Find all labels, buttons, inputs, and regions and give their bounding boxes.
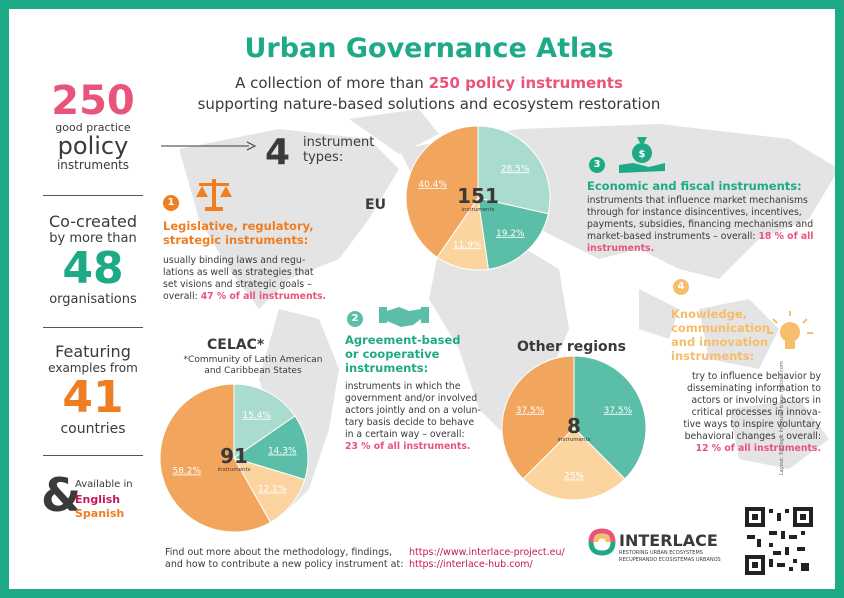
category-2-desc-line: tary basis decide to behave (345, 417, 475, 428)
category-4-title-line: and innovation (671, 335, 769, 349)
celac-footnote-line2: and Caribbean States (204, 366, 302, 376)
stat3-tail: countries (60, 421, 126, 437)
logo-tagline-es: RECUPERANDO ECOSISTEMAS URBANOS (619, 557, 721, 563)
pie-center-number: 151 (457, 184, 499, 208)
stat2-tail: organisations (49, 292, 137, 307)
pie-slice-label: 12.1% (257, 484, 287, 495)
category-badge-3: 3 (589, 157, 605, 173)
stat-big-label: policy (57, 132, 129, 160)
footer-text (165, 547, 403, 571)
pie-center-number: 91 (220, 444, 248, 468)
category-2-title (345, 333, 485, 375)
eu-region-title: EU (365, 197, 386, 213)
celac-footnote (163, 355, 343, 377)
category-1-title-line2: strategic instruments: (163, 233, 309, 247)
category-3-desc-line: payments, subsidies, financing mechanisms and (587, 219, 814, 230)
category-1-desc-line: set visions and strategic goals – (163, 279, 312, 290)
footer-text-line2: and how to contribute a new policy instrument at: (165, 559, 404, 570)
handshake-icon (379, 301, 429, 331)
stat2-line1: Co-created (49, 212, 137, 231)
sidebar-stat-countries (31, 343, 155, 437)
types-label (303, 135, 374, 165)
category-1-overall-label: overall: (163, 291, 201, 302)
pie-slice-label: 25% (563, 471, 585, 482)
category-4-title (671, 307, 771, 363)
category-2-title-line: instruments: (345, 361, 429, 375)
qr-code-icon[interactable] (745, 507, 813, 575)
category-2-title-line: Agreement-based (345, 333, 461, 347)
category-2-share: 23 % of all instruments. (345, 441, 471, 452)
stat-number-41: 41 (62, 372, 124, 423)
footer-links (409, 547, 565, 571)
category-3-desc-line (587, 243, 827, 255)
category-1-share: 47 % of all instruments. (200, 291, 327, 302)
category-badge-1: 1 (163, 195, 179, 211)
pie-center-number: 8 (567, 414, 581, 438)
stat3-line2: examples from (48, 361, 138, 375)
category-3-desc-line: instruments that influence market mechanisms (587, 195, 808, 206)
arrow-right-icon (161, 141, 257, 151)
language-availability (41, 469, 161, 529)
category-1-desc-line: usually binding laws and regu- (163, 255, 306, 266)
category-4-title-line: instruments: (671, 349, 755, 363)
category-4-desc-line: critical processes in innova- (691, 407, 821, 418)
page-subtitle (159, 73, 699, 115)
scales-icon (193, 177, 235, 213)
page-title: Urban Governance Atlas (244, 33, 614, 64)
category-2-description (345, 381, 505, 453)
interlace-project-link[interactable]: https://www.interlace-project.eu/ (409, 547, 565, 558)
interlace-logo-tagline (619, 550, 721, 564)
category-3-share: 18 % of all (758, 231, 814, 242)
celac-footnote-line1: *Community of Latin American (183, 355, 323, 365)
celac-region-title: CELAC* (207, 337, 265, 353)
money-bag-icon (617, 135, 667, 175)
category-4-desc-line: tive ways to inspire voluntary (683, 419, 821, 430)
stat-number-48: 48 (62, 243, 124, 294)
logo-tagline-en: RESTORING URBAN ECOSYSTEMS (619, 550, 703, 556)
category-2-desc-line (345, 441, 505, 453)
pie-slice-label: 15.4% (242, 410, 272, 421)
sidebar-stat-instruments (31, 78, 155, 172)
sidebar-divider (43, 455, 143, 456)
interlace-hub-link[interactable]: https://interlace-hub.com/ (409, 559, 533, 570)
category-2-title-line: or cooperative (345, 347, 440, 361)
svg-text:$: $ (638, 149, 646, 160)
category-4-share: 12 % of all instruments. (695, 443, 821, 454)
sidebar-divider (43, 195, 143, 196)
types-label-line1: instrument (303, 135, 375, 150)
category-4-description (671, 371, 821, 455)
category-3-share-tail: instruments. (587, 243, 655, 254)
pie-slice-label: 19.2% (496, 228, 525, 239)
category-4-desc-line: disseminating information to (686, 383, 821, 394)
category-2-desc-line: government and/or involved (345, 393, 478, 404)
category-3-desc-line: through for instance disincentives, incentives, (587, 207, 802, 218)
stat-small-label: good practice (55, 121, 131, 134)
stat-number-250: 250 (51, 78, 135, 124)
other-regions-pie-chart (501, 355, 647, 501)
category-badge-4: 4 (673, 279, 689, 295)
category-4-desc-line: try to influence behavior by (692, 371, 821, 382)
category-1-desc-line (163, 291, 338, 303)
pie-center-label: instruments (217, 467, 251, 473)
category-1-title-line1: Legislative, regulatory, (163, 219, 314, 233)
lang-english: English (75, 493, 121, 506)
category-2-desc-line: instruments in which the (345, 381, 461, 392)
category-4-title-line: Knowledge, (671, 307, 747, 321)
eu-pie-chart (405, 125, 551, 271)
types-label-line2: types: (303, 150, 344, 165)
category-4-title-line: communication (671, 321, 771, 335)
other-region-title: Other regions (517, 339, 626, 355)
types-number: 4 (265, 132, 291, 173)
pie-slice-label: 11.9% (452, 240, 482, 251)
category-1-desc-line: lations as well as strategies that (163, 267, 314, 278)
pie-center-label: instruments (461, 207, 495, 213)
subtitle-lead: A collection of more than (235, 74, 429, 92)
interlace-logo-icon (587, 527, 617, 557)
category-3-title: Economic and fiscal instruments: (587, 179, 802, 193)
pie-slice-label: 40.4% (418, 179, 447, 190)
category-4-desc-line: actors or involving actors in (691, 395, 821, 406)
category-1-description (163, 255, 338, 303)
lang-intro: Available in (75, 479, 133, 490)
stat-tail-label: instruments (56, 158, 130, 172)
subtitle-line2: supporting nature-based solutions and ecosystem restoration (197, 95, 661, 113)
lightbulb-icon (765, 311, 815, 355)
category-2-desc-line: actors jointly and on a volun- (345, 405, 481, 416)
credit-note: Layout: Ecologic Institute; Icons: flaticon.com (779, 361, 785, 475)
stat2-line2: by more than (49, 231, 137, 246)
lang-spanish: Spanish (75, 507, 125, 520)
category-3-overall-label: market-based instruments – overall: (587, 231, 759, 242)
sidebar-stat-organisations (31, 213, 155, 307)
category-3-desc-line (587, 231, 827, 243)
category-3-description (587, 195, 827, 255)
pie-slice-label: 37.5% (515, 405, 545, 416)
category-badge-2: 2 (347, 311, 363, 327)
interlace-logo-name: INTERLACE (619, 531, 718, 550)
category-4-desc-line: behavioral changes – overall: (684, 431, 821, 442)
pie-slice-label: 14.3% (267, 446, 297, 457)
subtitle-emphasis: 250 policy instruments (428, 74, 623, 92)
sidebar-divider (43, 327, 143, 328)
stat3-line1: Featuring (55, 342, 131, 361)
footer-text-line1: Find out more about the methodology, findings, (165, 547, 393, 558)
celac-pie-chart (159, 383, 309, 533)
pie-center-label: instruments (557, 437, 591, 443)
pie-slice-label: 37.5% (603, 405, 633, 416)
category-1-title (163, 219, 333, 247)
ampersand-symbol: & (41, 468, 82, 522)
pie-slice-label: 58.2% (172, 466, 202, 477)
category-4-desc-line (671, 443, 821, 455)
pie-slice-label: 28.5% (500, 164, 530, 175)
category-2-desc-line: in a certain way – overall: (345, 429, 465, 440)
